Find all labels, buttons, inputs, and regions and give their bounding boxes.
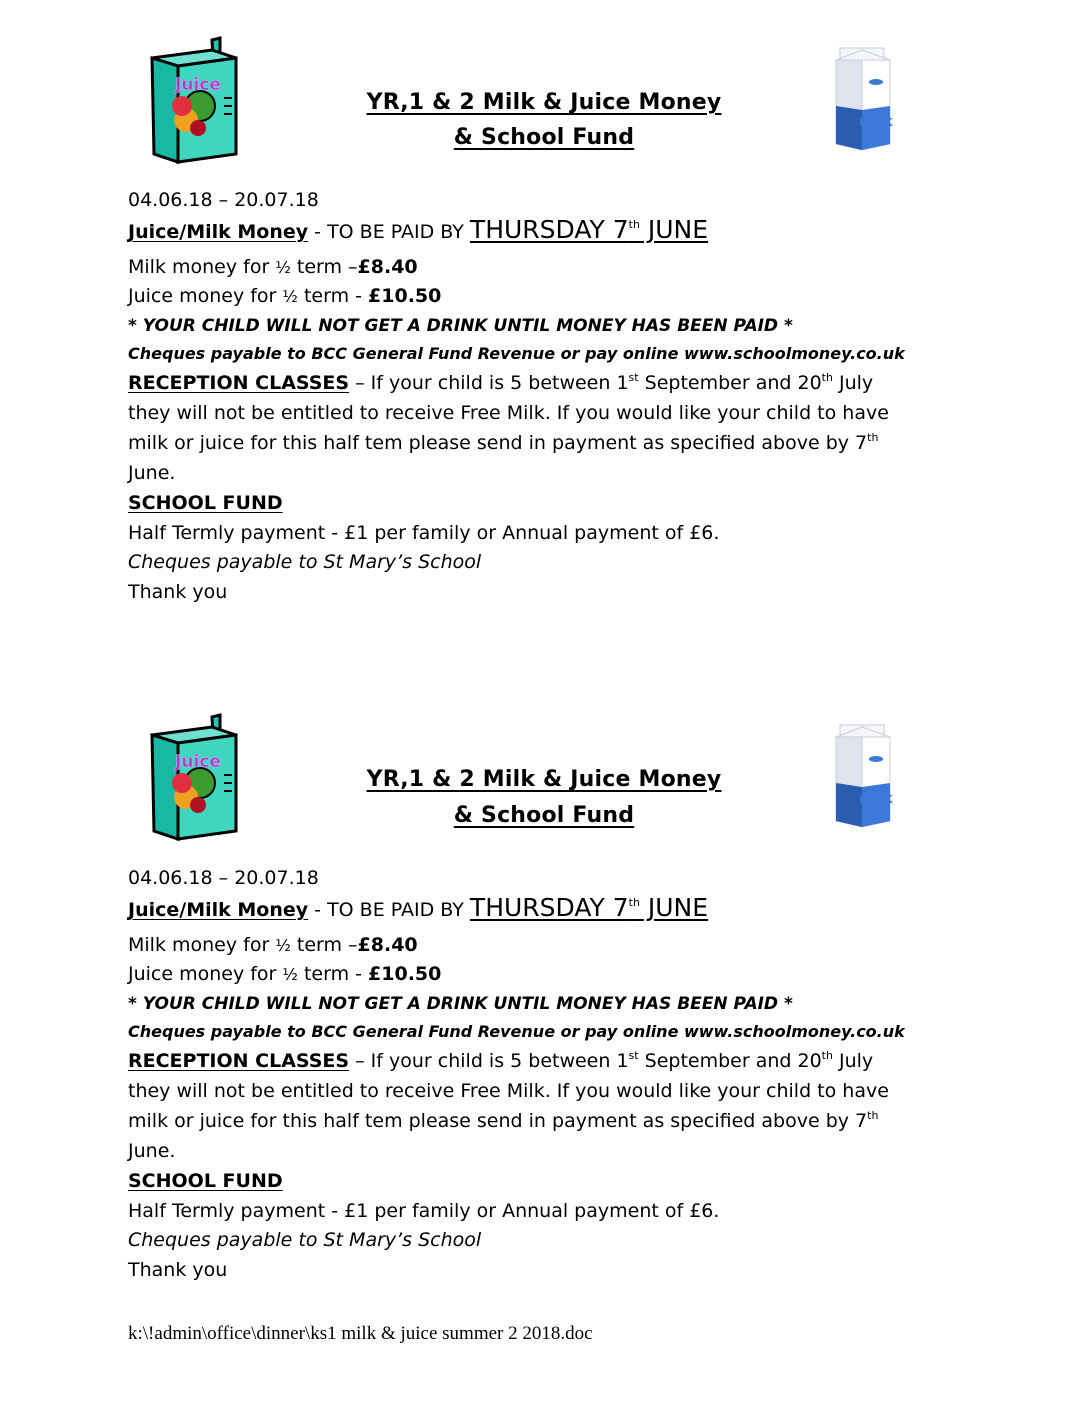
thank-you-text: Thank you: [128, 1259, 228, 1281]
cheques-school-text: Cheques payable to St Mary’s School: [128, 1229, 482, 1251]
milk-label: milk: [859, 114, 893, 130]
reception-line-1: RECEPTION CLASSES – If your child is 5 between 1st September and 20th July: [128, 370, 874, 394]
payment-deadline-line: [128, 215, 709, 244]
date-range: 04.06.18 – 20.07.18: [128, 189, 319, 211]
milk-carton-icon: [832, 46, 894, 154]
reception-line-4: June.: [128, 462, 176, 484]
school-fund-heading: SCHOOL FUND: [128, 492, 283, 514]
cheques-bcc-text: Cheques payable to BCC General Fund Revenue or pay online www.schoolmoney.co.uk: [128, 344, 905, 363]
juice-money-line: Juice money for ½ term - £10.50: [128, 285, 442, 307]
juice-amount: £10.50: [368, 285, 442, 307]
school-fund-heading: SCHOOL FUND: [128, 1170, 283, 1192]
reception-heading: RECEPTION CLASSES: [128, 372, 350, 394]
notice-section-1: [0, 0, 1088, 640]
milk-carton-icon: [832, 723, 894, 831]
milk-money-line: Milk money for ½ term –£8.40: [128, 934, 418, 956]
milk-money-line: Milk money for ½ term –£8.40: [128, 256, 418, 278]
warning-text: * YOUR CHILD WILL NOT GET A DRINK UNTIL MONEY HAS BEEN PAID *: [128, 994, 793, 1014]
milk-amount: £8.40: [357, 256, 418, 278]
payment-deadline-line: [128, 893, 709, 922]
pay-by-prefix: - TO BE PAID BY: [308, 899, 470, 921]
milk-label: milk: [859, 791, 893, 807]
thank-you-text: Thank you: [128, 581, 228, 603]
juice-label: Juice: [175, 752, 221, 772]
reception-line-4: June.: [128, 1140, 176, 1162]
reception-line-3: milk or juice for this half tem please send in payment as specified above by 7th: [128, 430, 879, 454]
reception-line-2: they will not be entitled to receive Free Milk. If you would like your child to have: [128, 1080, 889, 1102]
footer-file-path: k:\!admin\office\dinner\ks1 milk & juice summer 2 2018.doc: [128, 1323, 593, 1344]
reception-line-2: they will not be entitled to receive Free Milk. If you would like your child to have: [128, 402, 889, 424]
school-fund-text: Half Termly payment - £1 per family or Annual payment of £6.: [128, 522, 720, 544]
pay-by-prefix: - TO BE PAID BY: [308, 221, 470, 243]
reception-line-1: RECEPTION CLASSES – If your child is 5 between 1st September and 20th July: [128, 1048, 874, 1072]
juice-amount: £10.50: [368, 963, 442, 985]
cheques-bcc-text: Cheques payable to BCC General Fund Revenue or pay online www.schoolmoney.co.uk: [128, 1022, 905, 1041]
money-heading: Juice/Milk Money: [128, 899, 309, 921]
notice-title-line1: YR,1 & 2 Milk & Juice Money: [366, 767, 722, 792]
reception-heading: RECEPTION CLASSES: [128, 1050, 350, 1072]
school-fund-text: Half Termly payment - £1 per family or Annual payment of £6.: [128, 1200, 720, 1222]
notice-title-line1: YR,1 & 2 Milk & Juice Money: [366, 90, 722, 115]
pay-by-date: THURSDAY 7th JUNE: [469, 893, 709, 922]
money-heading: Juice/Milk Money: [128, 221, 309, 243]
cheques-school-text: Cheques payable to St Mary’s School: [128, 551, 482, 573]
juice-label: Juice: [175, 75, 221, 95]
milk-amount: £8.40: [357, 934, 418, 956]
notice-title-line2: & School Fund: [453, 125, 635, 150]
notice-section-2: [0, 677, 1088, 1317]
date-range: 04.06.18 – 20.07.18: [128, 867, 319, 889]
warning-text: * YOUR CHILD WILL NOT GET A DRINK UNTIL MONEY HAS BEEN PAID *: [128, 316, 793, 336]
pay-by-date: THURSDAY 7th JUNE: [469, 215, 709, 244]
juice-money-line: Juice money for ½ term - £10.50: [128, 963, 442, 985]
reception-line-3: milk or juice for this half tem please send in payment as specified above by 7th: [128, 1108, 879, 1132]
notice-title-line2: & School Fund: [453, 803, 635, 828]
